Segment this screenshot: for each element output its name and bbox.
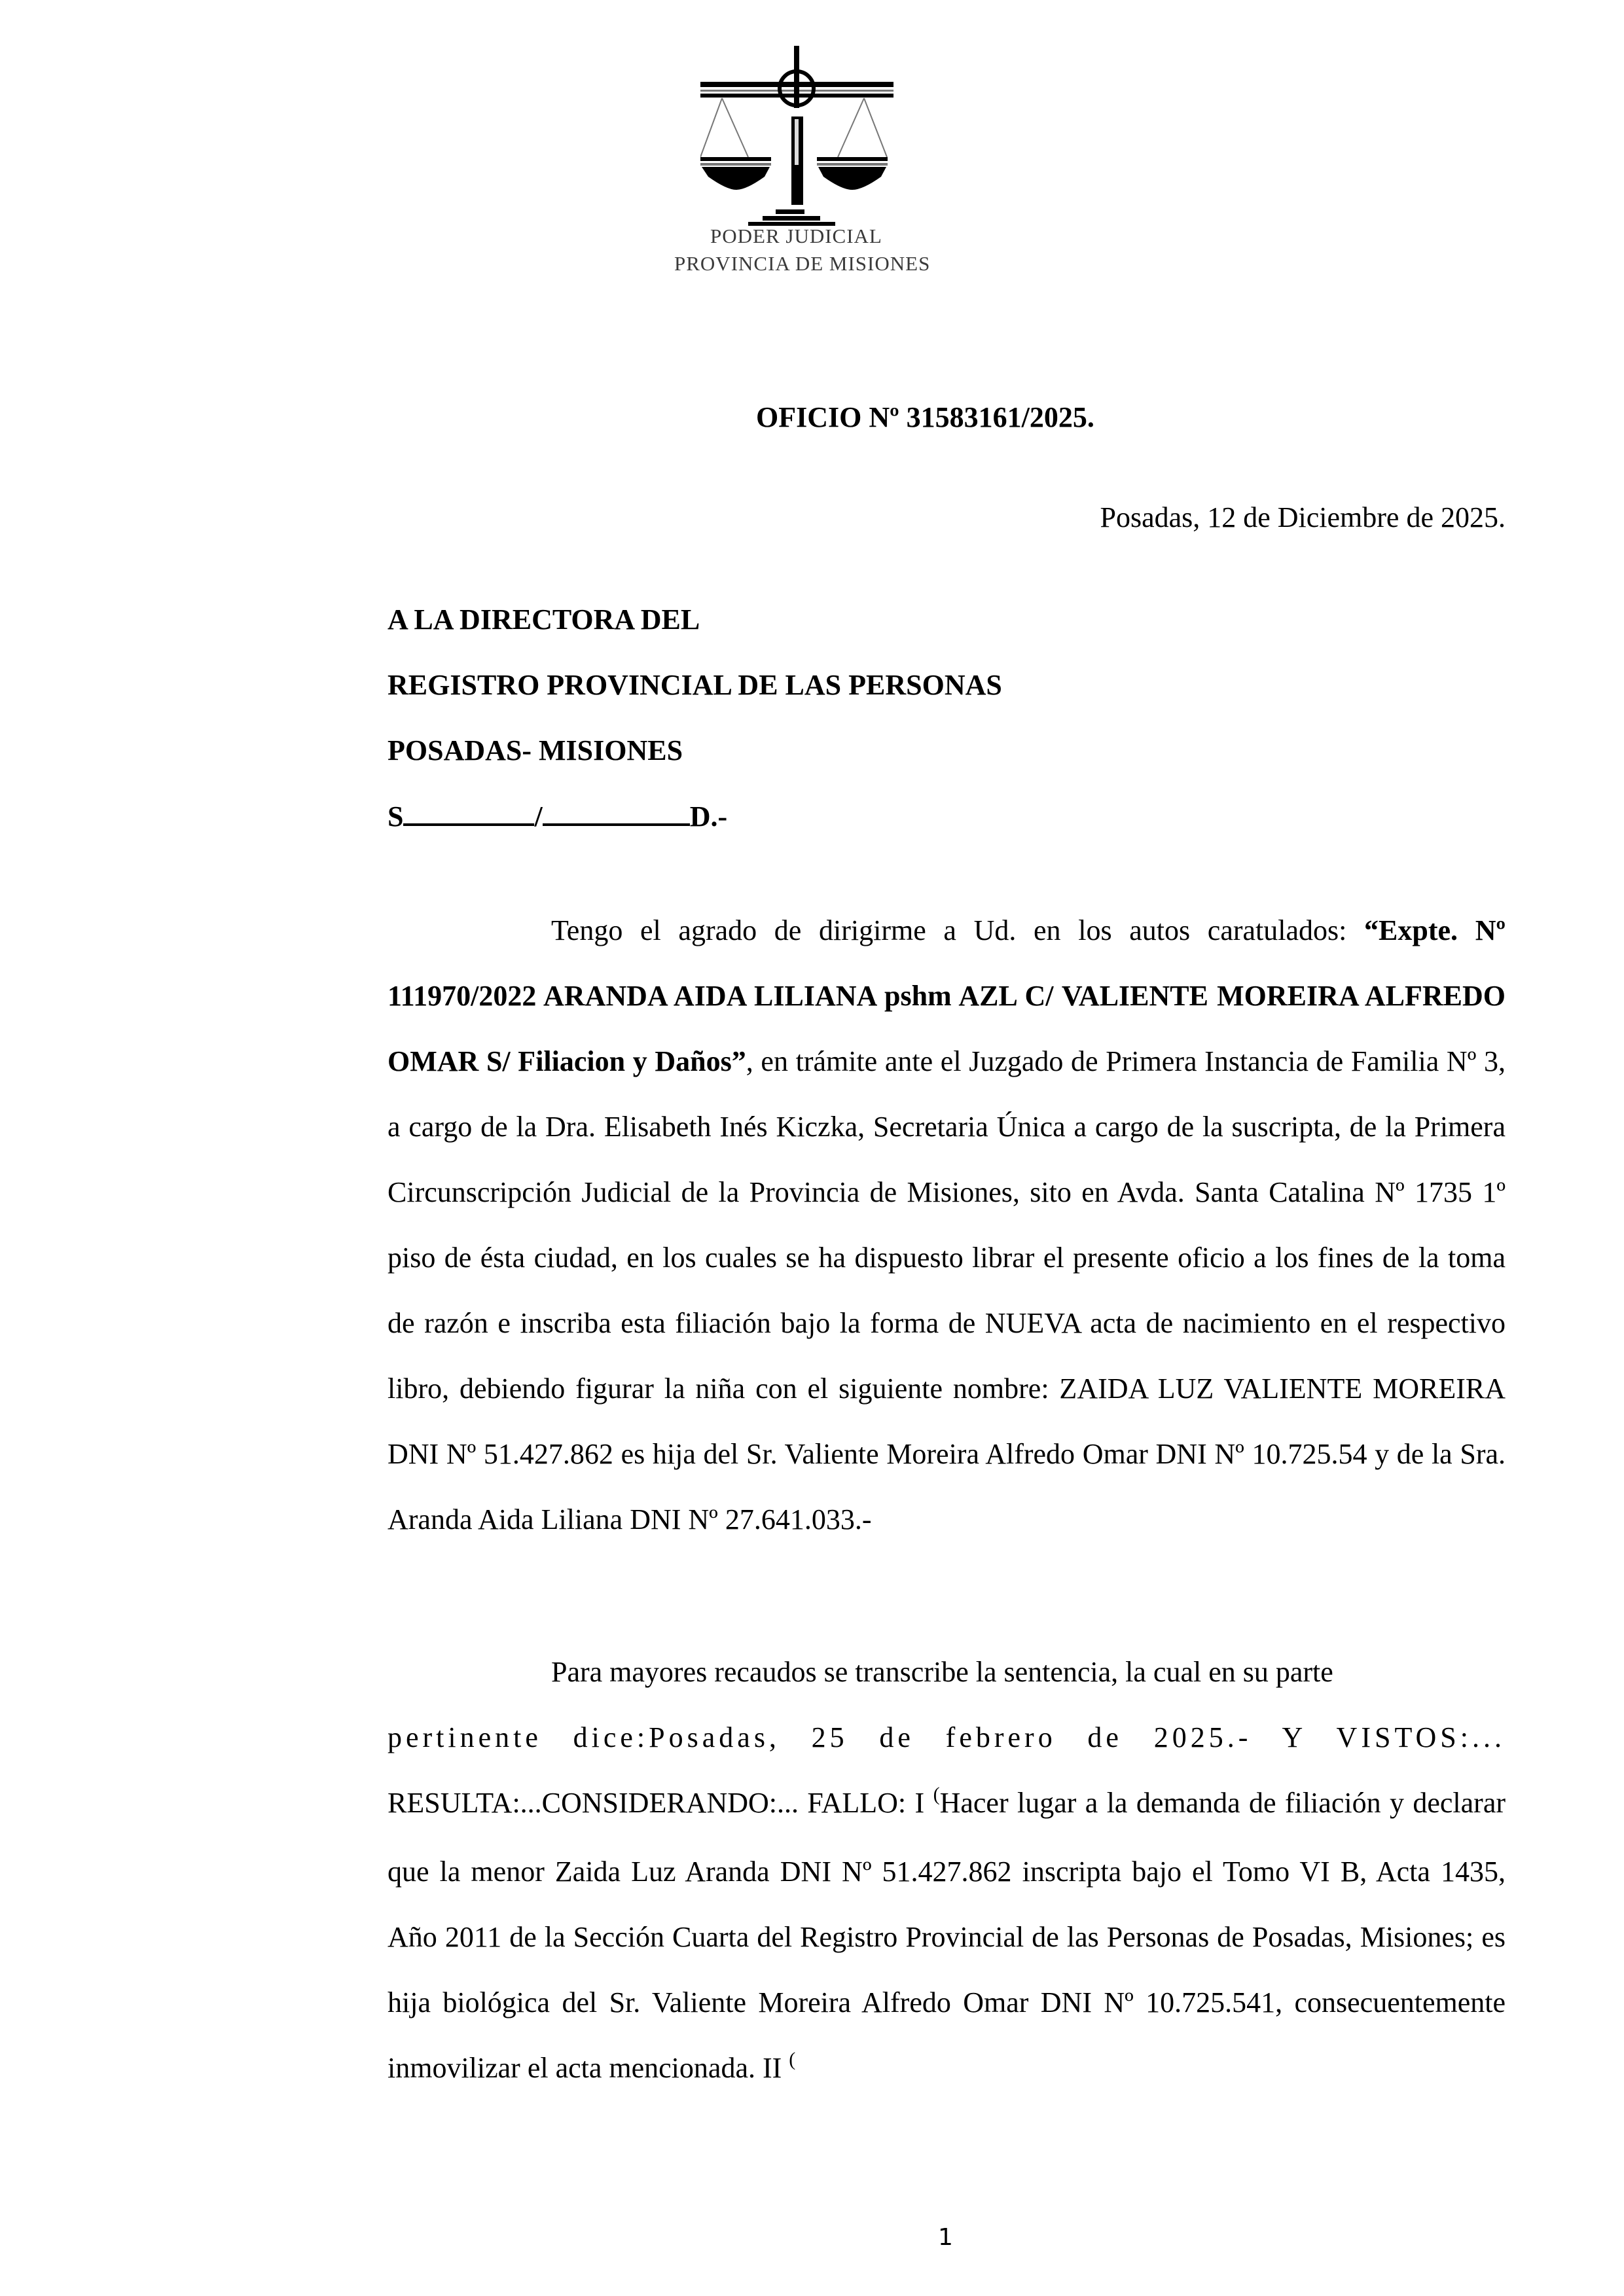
sd-d: D.- — [689, 800, 728, 833]
page-number: 1 — [938, 2224, 953, 2251]
superscript-paren: ( — [933, 1784, 940, 1805]
poder-judicial-logo — [655, 39, 943, 288]
sd-blank-1 — [403, 800, 534, 826]
addressee-line-1: A LA DIRECTORA DEL — [388, 603, 700, 636]
paragraph-2-rest-text: Hacer lugar a la demanda de filiación y declarar que la menor Zaida Luz Aranda DNI Nº 51.427.862 inscripta bajo el Tomo VI B, Acta 1435, Año 2011 de la Sección Cuarta del Registro Provincial de las Personas de Posadas, Misiones; es hija biológica del Sr. Valiente Moreira Alfredo Omar DNI Nº 10.725.541, consecuentemente inmovilizar el acta mencionada. II — [388, 1787, 1506, 2084]
trailing-superscript-paren: ( — [789, 2049, 796, 2070]
addressee-line-3: POSADAS- MISIONES — [388, 734, 683, 766]
paragraph-2-rest — [388, 1770, 1506, 2104]
oficio-number-title: OFICIO Nº 31583161/2025. — [756, 401, 1094, 433]
paragraph-2-line-3-pre: RESULTA:...CONSIDERANDO:... FALLO: I — [388, 1787, 933, 1819]
addressee-line-2: REGISTRO PROVINCIAL DE LAS PERSONAS — [388, 669, 1002, 701]
paragraph-1-body: , en trámite ante el Juzgado de Primera Instancia de Familia Nº 3, a cargo de la Dra. Elisabeth Inés Kiczka, Secretaria Única a cargo de la suscripta, de la Primera Circunscripción Judicial de la Provincia de Misiones, sito en Avda. Santa Catalina Nº 1735 1º piso de ésta ciudad, en los cuales se ha dispuesto librar el presente oficio a los fines de la toma de razón e inscriba esta filiación bajo la forma de NUEVA acta de nacimiento en el respectivo libro, debiendo figurar la niña con el siguiente nombre: ZAIDA LUZ VALIENTE MOREIRA DNI Nº 51.427.862 es hija del Sr. Valiente Moreira Alfredo Omar DNI Nº 10.725.54 y de la Sra. Aranda Aida Liliana DNI Nº 27.641.033.- — [388, 1045, 1506, 1535]
paragraph-2-line-1: Para mayores recaudos se transcribe la sentencia, la cual en su parte — [551, 1656, 1333, 1688]
logo-text-provincia: PROVINCIA DE MISIONES — [674, 252, 931, 275]
sd-s: S — [388, 800, 404, 833]
paragraph-1-intro: Tengo el agrado de dirigirme a Ud. en los autos caratulados: — [551, 914, 1365, 946]
scales-of-justice-icon — [700, 46, 897, 226]
salutation-sd-line — [388, 800, 1002, 865]
logo-text-poder-judicial: PODER JUDICIAL — [710, 224, 882, 247]
sd-slash: / — [534, 800, 543, 833]
paragraph-2-line-2: pertinente dice:Posadas, 25 de febrero de 2025.- Y VISTOS:... — [388, 1721, 1506, 1753]
sd-blank-2 — [543, 800, 690, 826]
case-title: “Expte. Nº 111970/2022 ARANDA AIDA LILIANA pshm AZL C/ VALIENTE MOREIRA ALFREDO OMAR S/ Filiacion y Daños” — [388, 914, 1506, 1077]
paragraph-request — [388, 898, 1506, 1552]
addressee-block — [388, 603, 1002, 865]
paragraph-sentence-transcript — [388, 1640, 1506, 2104]
place-and-date: Posadas, 12 de Diciembre de 2025. — [1100, 501, 1506, 533]
